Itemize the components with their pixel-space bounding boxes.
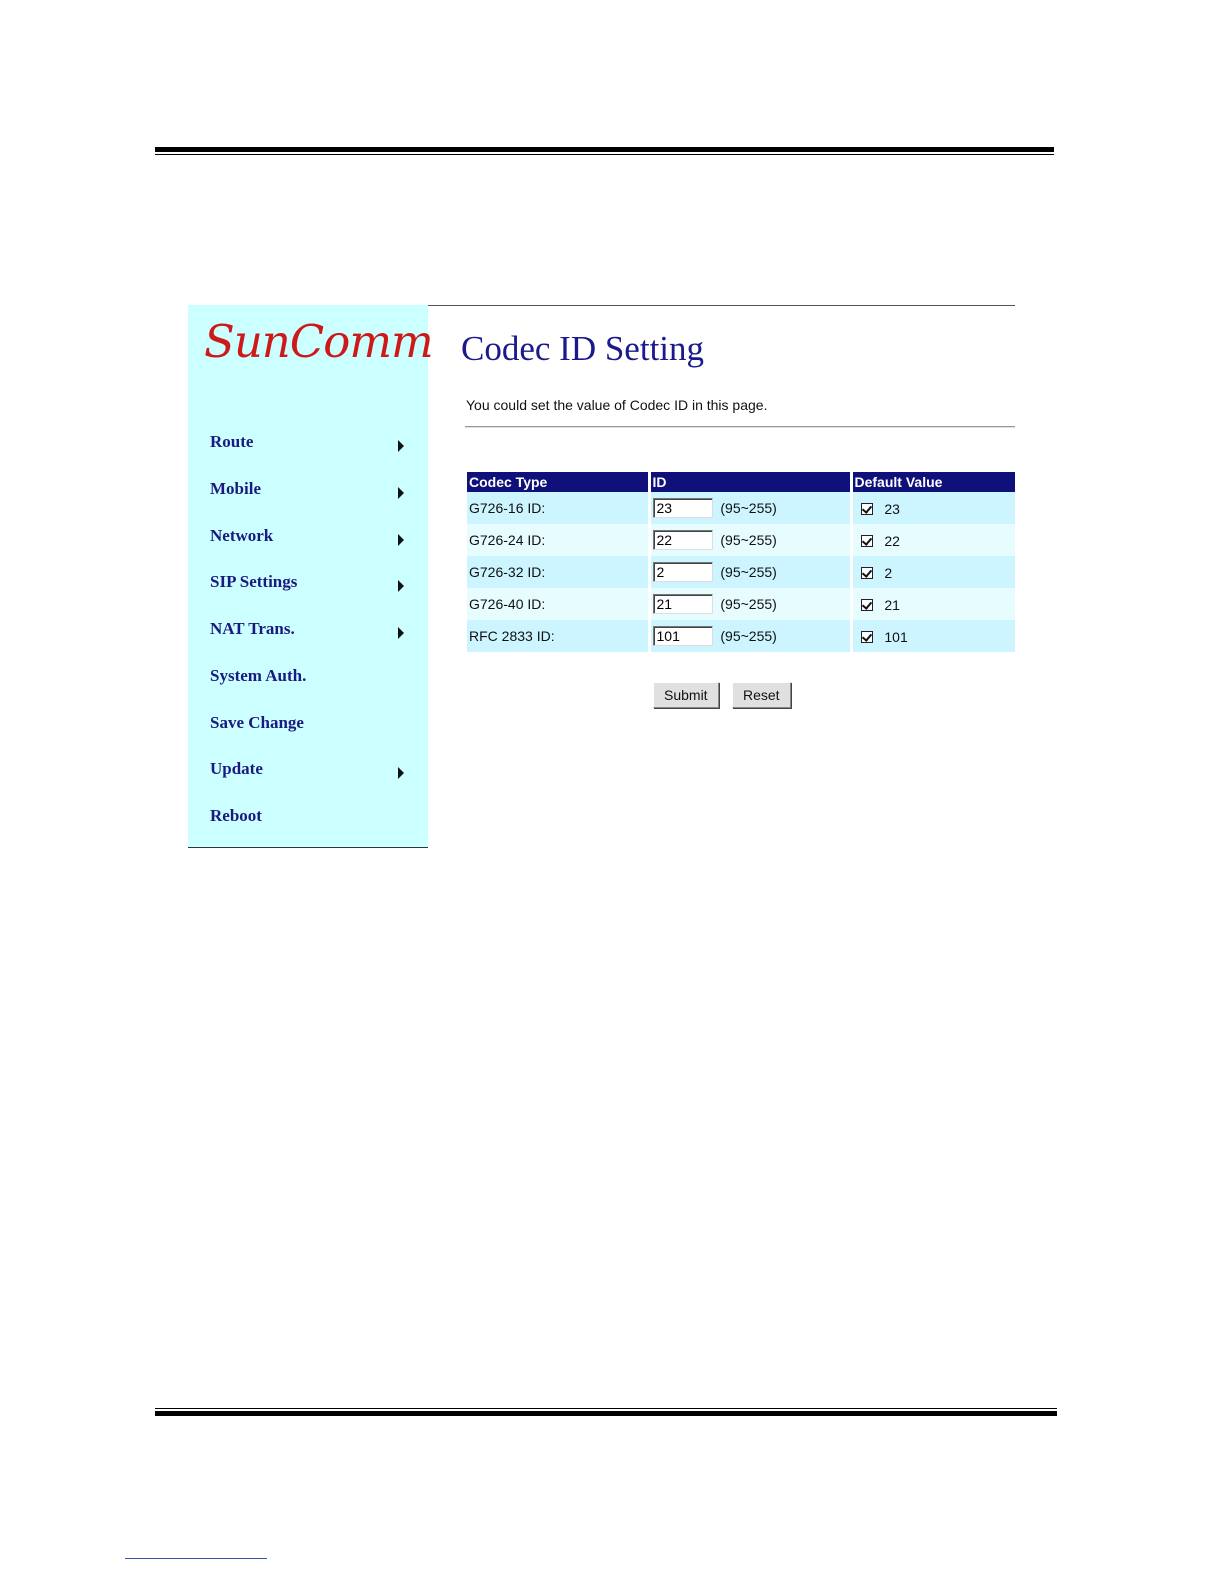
- default-checkbox[interactable]: [861, 503, 873, 515]
- sidebar-item-sip-settings[interactable]: [210, 572, 410, 602]
- header-rule-thick: [155, 147, 1054, 152]
- sidebar-item-reboot[interactable]: [210, 806, 410, 836]
- suncomm-logo: SunComm: [204, 315, 433, 368]
- main-content: [428, 305, 1016, 850]
- chevron-right-icon: [398, 487, 404, 499]
- rfc-2833-id-input[interactable]: [653, 626, 713, 646]
- g726-16-id-input[interactable]: [653, 498, 713, 518]
- default-checkbox[interactable]: [861, 631, 873, 643]
- sidebar-item-label: Update: [210, 759, 263, 778]
- default-value-cell: [851, 556, 1015, 588]
- footer-rule: [155, 1408, 1057, 1416]
- footer-rule-thin: [155, 1408, 1057, 1409]
- id-range-label: (95~255): [720, 596, 777, 612]
- sidebar-item-label: Route: [210, 432, 254, 451]
- sidebar-item-label: Reboot: [210, 806, 262, 825]
- sidebar-item-label: Network: [210, 526, 274, 545]
- codec-type-cell: G726-32 ID:: [467, 556, 649, 588]
- chevron-right-icon: [398, 440, 404, 452]
- default-value-label: 23: [884, 500, 900, 517]
- sidebar-item-label: NAT Trans.: [210, 619, 295, 638]
- default-value-cell: [851, 588, 1015, 620]
- default-checkbox[interactable]: [861, 535, 873, 547]
- sidebar-item-route[interactable]: [210, 432, 410, 462]
- divider: [465, 426, 1015, 428]
- table-header-row: [467, 472, 1015, 492]
- codec-table: [467, 472, 1015, 652]
- default-value-cell: [851, 620, 1015, 652]
- sidebar-item-update[interactable]: [210, 759, 410, 789]
- table-row: [467, 492, 1015, 524]
- sidebar-item-label: SIP Settings: [210, 572, 298, 591]
- column-header-default-value: Default Value: [851, 472, 1015, 492]
- submit-button[interactable]: Submit: [653, 682, 719, 708]
- default-checkbox[interactable]: [861, 599, 873, 611]
- sidebar-item-network[interactable]: [210, 526, 410, 556]
- reset-button[interactable]: Reset: [732, 682, 791, 708]
- footer-link-underline[interactable]: [125, 1558, 267, 1559]
- codec-type-cell: RFC 2833 ID:: [467, 620, 649, 652]
- id-cell: [649, 524, 851, 556]
- sidebar-item-label: Mobile: [210, 479, 261, 498]
- chevron-right-icon: [398, 580, 404, 592]
- g726-32-id-input[interactable]: [653, 562, 713, 582]
- default-value-cell: [851, 492, 1015, 524]
- id-range-label: (95~255): [720, 628, 777, 644]
- sidebar-item-label: System Auth.: [210, 666, 307, 685]
- footer-rule-thick: [155, 1411, 1057, 1416]
- codec-type-cell: G726-40 ID:: [467, 588, 649, 620]
- id-range-label: (95~255): [720, 500, 777, 516]
- page-title: Codec ID Setting: [461, 329, 705, 368]
- g726-40-id-input[interactable]: [653, 594, 713, 614]
- header-rule-thin: [155, 154, 1054, 155]
- chevron-right-icon: [398, 627, 404, 639]
- table-row: [467, 556, 1015, 588]
- table-row: [467, 588, 1015, 620]
- sidebar-item-system-auth[interactable]: [210, 666, 410, 696]
- id-cell: [649, 556, 851, 588]
- default-value-cell: [851, 524, 1015, 556]
- id-range-label: (95~255): [720, 564, 777, 580]
- sidebar-item-mobile[interactable]: [210, 479, 410, 509]
- id-cell: [649, 588, 851, 620]
- table-row: [467, 524, 1015, 556]
- id-cell: [649, 620, 851, 652]
- chevron-right-icon: [398, 767, 404, 779]
- id-cell: [649, 492, 851, 524]
- chevron-right-icon: [398, 534, 404, 546]
- codec-type-cell: G726-24 ID:: [467, 524, 649, 556]
- default-value-label: 22: [884, 532, 900, 549]
- default-value-label: 2: [884, 564, 893, 581]
- page-description: You could set the value of Codec ID in this page.: [466, 397, 768, 413]
- default-value-label: 101: [884, 628, 908, 645]
- g726-24-id-input[interactable]: [653, 530, 713, 550]
- sidebar: [188, 305, 433, 848]
- screenshot-frame: [188, 305, 1016, 850]
- codec-type-cell: G726-16 ID:: [467, 492, 649, 524]
- header-rule: [155, 147, 1054, 155]
- column-header-codec-type: Codec Type: [467, 472, 649, 492]
- column-header-id: ID: [649, 472, 851, 492]
- sidebar-item-save-change[interactable]: [210, 713, 410, 743]
- sidebar-item-label: Save Change: [210, 713, 304, 732]
- default-value-label: 21: [884, 596, 900, 613]
- id-range-label: (95~255): [720, 532, 777, 548]
- table-row: [467, 620, 1015, 652]
- default-checkbox[interactable]: [861, 567, 873, 579]
- sidebar-item-nat-trans[interactable]: [210, 619, 410, 649]
